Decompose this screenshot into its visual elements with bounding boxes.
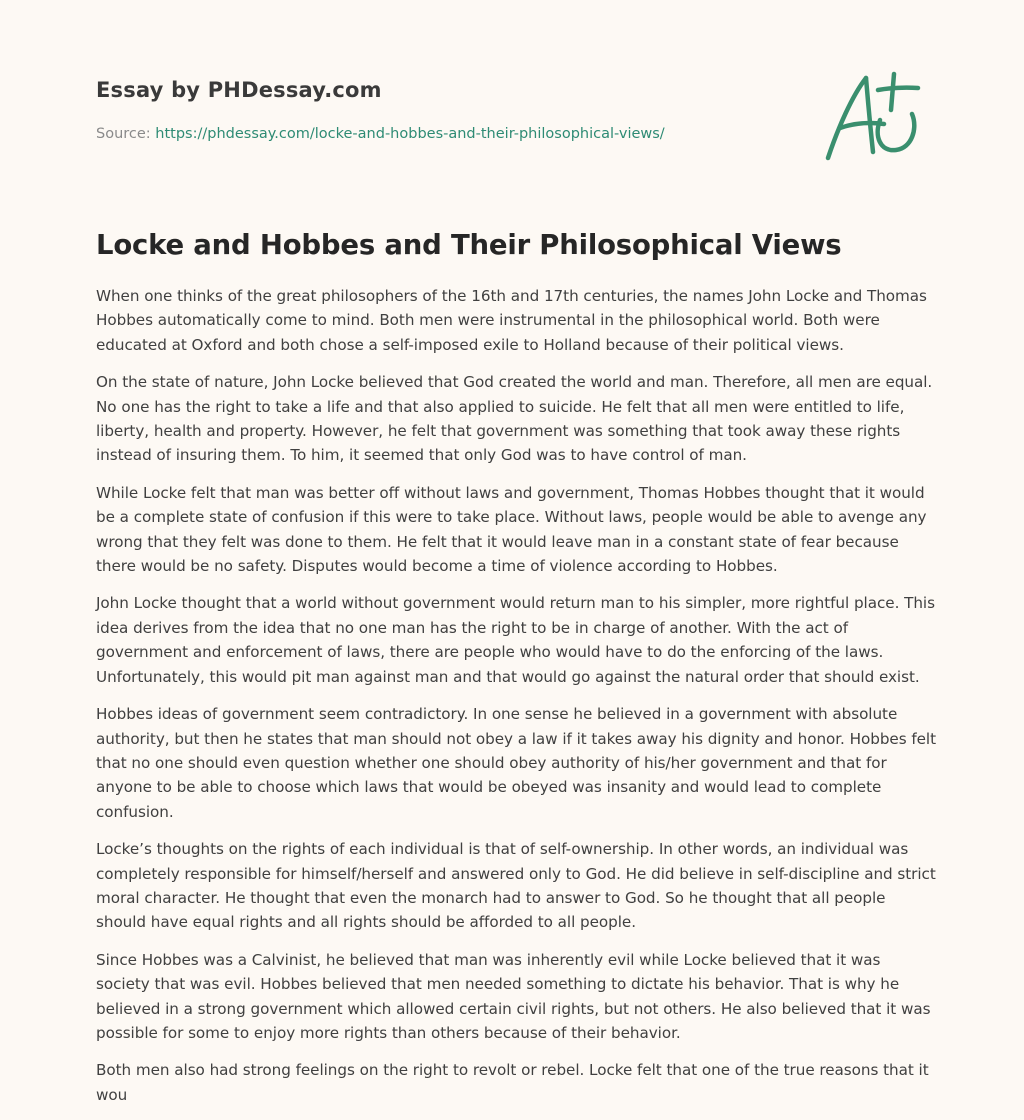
source-link[interactable]: https://phdessay.com/locke-and-hobbes-and-their-philosophical-views/ [155, 126, 665, 142]
source-label: Source: [96, 126, 156, 142]
essay-paragraph: John Locke thought that a world without government would return man to his simpler, more rightful place. This idea derives from the idea that no one man has the right to be in charge of another. With the act of government and enforcement of laws, there are people who would have to do the enforcing of the laws. Unfortunately, this would pit man against man and that would go against the natural order that should exist. [96, 594, 935, 686]
a-plus-logo [818, 66, 930, 166]
source-line [96, 124, 796, 144]
essay-paragraph: Hobbes ideas of government seem contradictory. In one sense he believed in a government with absolute authority, but then he states that man should not obey a law if it takes away his dignity and honor. Hobbes felt that no one should even question whether one should obey authority of his/her government and that for anyone to be able to choose which laws that would be obeyed was insanity and would lead to complete confusion. [96, 705, 937, 821]
essay-paragraph: Both men also had strong feelings on the right to revolt or rebel. Locke felt that one of the true reasons that it wou [96, 1061, 929, 1104]
essay-body [96, 284, 936, 1120]
document-header [96, 76, 796, 144]
essay-paragraph: While Locke felt that man was better off without laws and government, Thomas Hobbes thought that it would be a complete state of confusion if this were to take place. Without laws, people would be able to avenge any wrong that they felt was done to them. He felt that it would leave man in a constant state of fear because there would be no safety. Disputes would become a time of violence according to Hobbes. [96, 483, 927, 576]
brand-title: Essay by PHDessay.com [96, 78, 382, 102]
essay-title: Locke and Hobbes and Their Philosophical Views [96, 229, 842, 261]
essay-paragraph: When one thinks of the great philosophers of the 16th and 17th centuries, the names John Locke and Thomas Hobbes automatically come to mind. Both men were instrumental in the philosophical world. Both were educated at Oxford and both chose a self-imposed exile to Holland because of their political views. [96, 287, 927, 354]
essay-paragraph: Locke’s thoughts on the rights of each individual is that of self-ownership. In other words, an individual was completely responsible for himself/herself and answered only to God. He did believe in self-discipline and strict moral character. He thought that even the monarch had to answer to God. So he thought that all people should have equal rights and all rights should be afforded to all people. [96, 840, 936, 932]
essay-paragraph: On the state of nature, John Locke believed that God created the world and man. Therefore, all men are equal. No one has the right to take a life and that also applied to suicide. He felt that all men were entitled to life, liberty, health and property. However, he felt that government was something that took away these rights instead of insuring them. To him, it seemed that only God was to have control of man. [96, 373, 933, 465]
essay-paragraph: Since Hobbes was a Calvinist, he believed that man was inherently evil while Locke believed that it was society that was evil. Hobbes believed that men needed something to dictate his behavior. That is why he believed in a strong government which allowed certain civil rights, but not others. He also believed that it was possible for some to enjoy more rights than others because of their behavior. [96, 950, 931, 1042]
